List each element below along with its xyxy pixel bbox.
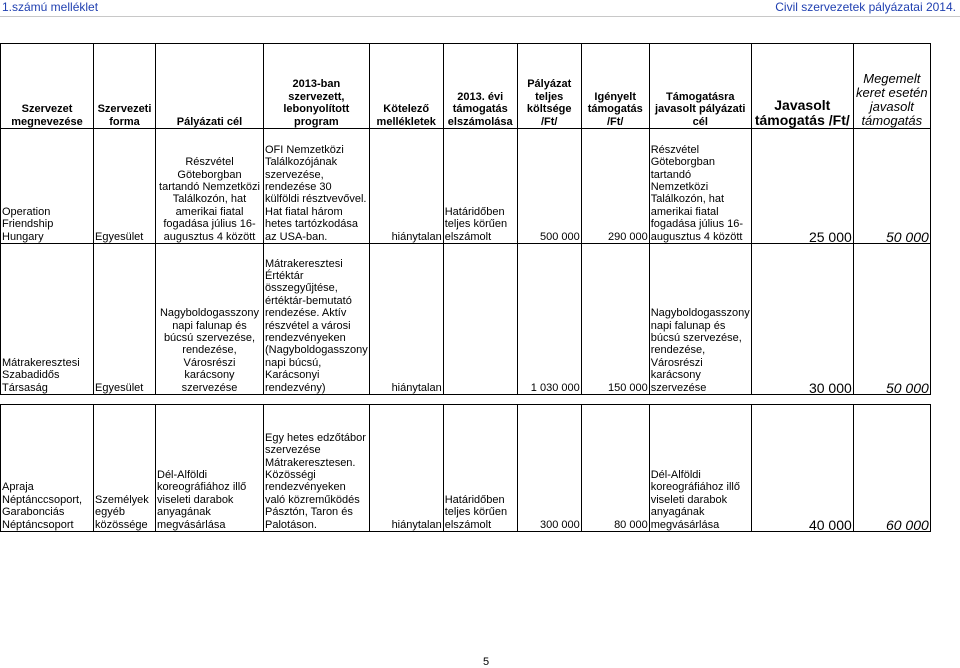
page-number: 5 (483, 656, 490, 668)
cell-attachments: hiánytalan (369, 244, 443, 395)
cell-org: Mátrakeresztesi Szabadidős Társaság (1, 244, 94, 395)
cell-program: OFI Nemzetközi Találkozójának szervezése, rendezése 30 külföldi résztvevővel. Hat fiatal három hetes tartózkodása az USA-ban. (264, 129, 370, 244)
cell-program: Mátrakeresztesi Értéktár összegyűjtése, értéktár-bemutató rendezése. Aktív részvétel a városi rendezvényeken (Nagyboldogasszony napi búcsú, Karácsonyi rendezvény) (264, 244, 370, 395)
table-row (1, 405, 931, 532)
cell-raised: 50 000 (853, 129, 930, 244)
col-header-requested: Igényelt támogatás /Ft/ (581, 44, 649, 129)
col-header-raised: Megemelt keret esetén javasolt támogatás (853, 44, 930, 129)
header-divider (0, 16, 960, 17)
header-left: 1.számú melléklet (2, 0, 99, 14)
cell-requested: 150 000 (581, 244, 649, 395)
applications-table (0, 43, 931, 532)
table-row (1, 129, 931, 244)
cell-goal: Nagyboldogasszony napi falunap és búcsú szervezése, rendezése, Városrészi karácsony szervezése (156, 244, 264, 395)
header-right: Civil szervezetek pályázatai 2014. (775, 0, 956, 14)
cell-proposed: 40 000 (751, 405, 853, 532)
cell-org: Apraja Néptánccsoport, Garabonciás Néptáncsoport (1, 405, 94, 532)
cell-total-cost: 1 030 000 (517, 244, 581, 395)
cell-proposed: 25 000 (751, 129, 853, 244)
col-header-goal: Pályázati cél (156, 44, 264, 129)
cell-total-cost: 500 000 (517, 129, 581, 244)
col-header-form: Szervezeti forma (94, 44, 156, 129)
col-header-total-cost: Pályázat teljes költsége /Ft/ (517, 44, 581, 129)
col-header-settlement: 2013. évi támogatás elszámolása (443, 44, 517, 129)
row-spacer (1, 395, 931, 405)
cell-proposed-goal: Dél-Alföldi koreográfiához illő viseleti darabok anyagának megvásárlása (649, 405, 751, 532)
col-header-proposed: Javasolt támogatás /Ft/ (751, 44, 853, 129)
cell-raised: 60 000 (853, 405, 930, 532)
cell-goal: Dél-Alföldi koreográfiához illő viseleti darabok anyagának megvásárlása (156, 405, 264, 532)
cell-attachments: hiánytalan (369, 129, 443, 244)
cell-settlement (443, 244, 517, 395)
cell-proposed-goal: Nagyboldogasszony napi falunap és búcsú szervezése, rendezése, Városrészi karácsony szervezése (649, 244, 751, 395)
cell-proposed: 30 000 (751, 244, 853, 395)
cell-settlement: Határidőben teljes körűen elszámolt (443, 129, 517, 244)
cell-form: Személyek egyéb közössége (94, 405, 156, 532)
col-header-attachments: Kötelező mellékletek (369, 44, 443, 129)
cell-form: Egyesület (94, 244, 156, 395)
cell-raised: 50 000 (853, 244, 930, 395)
cell-proposed-goal: Részvétel Göteborgban tartandó Nemzetközi Találkozón, hat amerikai fiatal fogadása július 16-augusztus 4 között (649, 129, 751, 244)
cell-org: Operation Friendship Hungary (1, 129, 94, 244)
page-header (0, 0, 960, 15)
table-header-row (1, 44, 931, 129)
col-header-proposed-goal: Támogatásra javasolt pályázati cél (649, 44, 751, 129)
cell-total-cost: 300 000 (517, 405, 581, 532)
cell-attachments: hiánytalan (369, 405, 443, 532)
cell-requested: 80 000 (581, 405, 649, 532)
col-header-org: Szervezet megnevezése (1, 44, 94, 129)
cell-goal: Részvétel Göteborgban tartandó Nemzetközi Találkozón, hat amerikai fiatal fogadása július 16-augusztus 4 között (156, 129, 264, 244)
cell-requested: 290 000 (581, 129, 649, 244)
table-row (1, 244, 931, 395)
col-header-program: 2013-ban szervezett, lebonyolított program (264, 44, 370, 129)
cell-program: Egy hetes edzőtábor szervezése Mátrakeresztesen. Közösségi rendezvényeken való közreműködés Pásztón, Taron és Palotáson. (264, 405, 370, 532)
cell-settlement: Határidőben teljes körűen elszámolt (443, 405, 517, 532)
cell-form: Egyesület (94, 129, 156, 244)
